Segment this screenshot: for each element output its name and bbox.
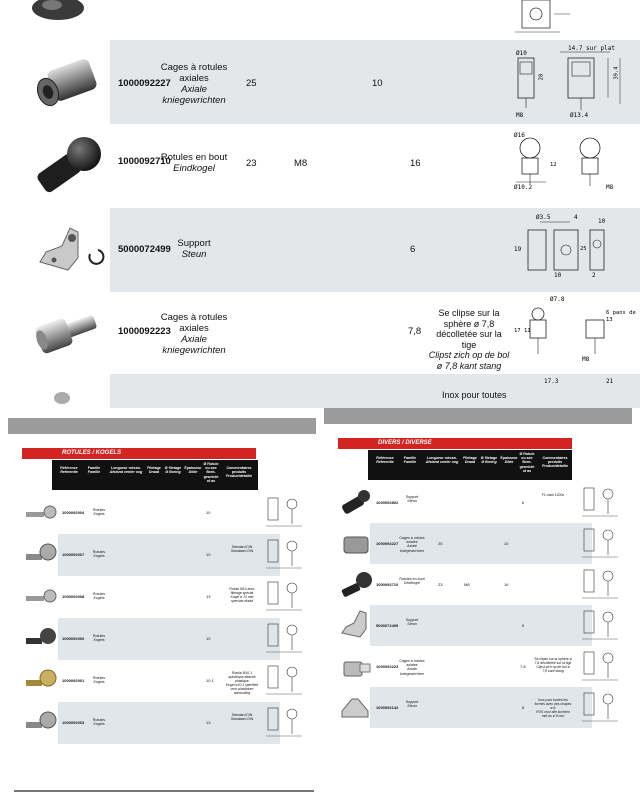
ball-diameter: 13 xyxy=(206,720,211,725)
product-comment: Standard DIN Standaard DIN xyxy=(230,545,254,553)
technical-drawing xyxy=(510,40,640,124)
axial-joint-image xyxy=(32,306,104,356)
technical-drawing xyxy=(262,578,306,614)
drawing-label: 2 xyxy=(592,272,596,279)
ball-diameter: 6 xyxy=(522,499,525,505)
col-header: Famille Familie xyxy=(87,466,101,475)
drawing-label: 17.3 xyxy=(544,378,559,385)
table-row-partial xyxy=(0,0,640,38)
product-description: Support Steun xyxy=(405,699,419,708)
support-bracket-image xyxy=(32,222,112,278)
product-description: Cages à rotules axiales Axiale kniegewrichten xyxy=(399,535,425,553)
ball-diameter: 6 xyxy=(410,244,416,255)
col-header: Commentaires produits Productdetaille xyxy=(226,466,252,479)
product-comment: F1 maxi 1200n xyxy=(541,492,565,497)
drawing-label: 11 xyxy=(524,328,531,334)
col-header: Référence Referentie xyxy=(60,466,78,475)
product-description: Rotules Kogels xyxy=(92,550,106,559)
drawing-label: 12 xyxy=(550,162,557,168)
ball-diameter: 10 xyxy=(206,636,211,641)
product-image xyxy=(22,664,58,696)
product-code: 1000092001 xyxy=(62,678,85,683)
product-comment: Rotule Ø10,1 spécifique attache plastique Kogel ø10,1 specifiek voor plastieken aansluiting xyxy=(225,671,259,695)
ball-diameter: 10 xyxy=(206,510,211,515)
technical-drawing xyxy=(578,607,622,643)
drawing-label: Ø16 xyxy=(514,132,525,139)
product-image xyxy=(338,691,374,723)
product-description: Rotules Kogels xyxy=(92,718,106,727)
drawing-label: M8 xyxy=(582,356,590,363)
table-row xyxy=(338,482,632,523)
product-description: Rotules Kogels xyxy=(92,592,106,601)
mech-length: 25 xyxy=(438,540,443,546)
product-code: 1000092710 xyxy=(376,581,399,587)
ball-joint-image xyxy=(28,0,88,34)
technical-drawing xyxy=(262,620,306,656)
table-header-right xyxy=(368,450,572,480)
table-row xyxy=(338,646,632,687)
table-row xyxy=(22,576,312,618)
table-row xyxy=(338,564,632,605)
product-image xyxy=(338,609,374,641)
drawing-label: Ø10 xyxy=(516,50,527,57)
drawing-label: Ø13.4 xyxy=(570,112,589,119)
page-separator-right xyxy=(324,408,632,424)
product-description: Support Steun xyxy=(405,494,419,503)
product-code: 1000092223 xyxy=(376,663,399,669)
drawing-label: 17 xyxy=(514,328,521,334)
category-header-left: ROTULES / KOGELS xyxy=(22,448,256,459)
mech-length: 23 xyxy=(438,581,443,587)
product-description: Cages à rotules axiales Axiale kniegewrichten xyxy=(160,312,228,356)
col-header: Filetage Draad xyxy=(147,466,161,475)
product-description: Rotules Kogels xyxy=(92,634,106,643)
col-header: Ø Rotule ou axe Bent-gewricht of as xyxy=(203,462,219,483)
col-header: Épaisseur Dikte xyxy=(500,456,518,465)
product-comment: Se clipse sur la sphère ø 7,8 décolletée sur la tige Clipst zich op de bol ø 7,8 kant stang xyxy=(534,656,572,673)
product-code: 1000092227 xyxy=(376,540,399,546)
table-row xyxy=(338,687,632,728)
table-row xyxy=(22,618,312,660)
technical-drawing xyxy=(262,662,306,698)
technical-drawing xyxy=(578,484,622,520)
mech-length: 23 xyxy=(246,158,257,169)
table-row xyxy=(22,492,312,534)
ball-diameter: 8 xyxy=(522,704,525,710)
ball-diameter: 16 xyxy=(504,581,509,587)
col-header: Ø Rotule ou axe Bent-gewricht of as xyxy=(519,452,535,473)
drawing-label: 4 xyxy=(574,214,578,221)
technical-drawing xyxy=(510,374,640,408)
col-header: Famille Familie xyxy=(403,456,417,465)
product-image xyxy=(338,486,374,518)
product-description: Cages à rotules axiales Axiale kniegewrichten xyxy=(399,658,425,676)
drawing-label: 28 xyxy=(538,73,545,81)
table-row-partial xyxy=(0,374,640,408)
technical-drawing xyxy=(510,0,640,38)
col-header: Filetage Draad xyxy=(463,456,477,465)
col-header: Commentaires produits Productdetaille xyxy=(542,456,568,469)
axial-joint-image xyxy=(32,58,102,108)
mech-length: 25 xyxy=(246,78,257,89)
table-row xyxy=(338,523,632,564)
product-code: 1000092003 xyxy=(62,720,85,725)
ball-diameter: 10 xyxy=(504,540,509,546)
technical-drawing xyxy=(510,124,640,208)
table-header-left xyxy=(52,460,258,490)
drawing-label: 10 xyxy=(554,272,562,279)
product-description: Rotules Kogels xyxy=(92,676,106,685)
table-row xyxy=(0,40,640,124)
drawing-label: 19 xyxy=(514,246,522,253)
page-separator-left xyxy=(8,418,316,434)
product-description: Rotules Kogels xyxy=(92,508,106,517)
product-comment: Inox pour toutes les formes avec des chapes ø 8 RVS voor alle kochten met as ø 8 mm xyxy=(534,697,572,718)
ball-diameter: 7,8 xyxy=(408,326,422,337)
product-code: 5000072499 xyxy=(118,244,171,255)
drawing-label: 39.4 xyxy=(613,66,620,80)
table-row xyxy=(0,292,640,374)
technical-drawing xyxy=(510,292,640,374)
product-code: 1000092007 xyxy=(62,552,85,557)
ball-diameter: 16 xyxy=(410,158,421,169)
next-page-edge xyxy=(14,790,314,792)
thread: M8 xyxy=(294,158,308,169)
product-code: 1000092802 xyxy=(376,499,399,505)
product-description: Cages à rotules axiales Axiale kniegewrichten xyxy=(160,62,228,106)
drawing-label: Ø7.8 xyxy=(550,296,565,303)
drawing-label: 10 xyxy=(598,218,606,225)
product-comment: Rotule Ø13 avec filetage spécial Kogel ø 13 met speciale draad xyxy=(229,587,255,603)
product-comment: Se clipse sur la sphère ø 7,8 décolletée sur la tige Clipst zich op de bol ø 7,8 kant stang xyxy=(428,308,510,371)
drawing-label: M8 xyxy=(516,112,524,119)
thread: M8 xyxy=(464,581,470,587)
product-image xyxy=(22,580,58,612)
technical-drawing xyxy=(510,208,640,292)
table-row xyxy=(0,124,640,208)
col-header: Ø filetage Ø Boring xyxy=(164,466,182,475)
ball-diameter: 7,8 xyxy=(520,663,526,669)
col-header: Longueur mécan. Afstand center oog xyxy=(109,466,143,475)
col-header: Référence Referentie xyxy=(376,456,394,465)
technical-drawing xyxy=(578,689,622,725)
product-image xyxy=(338,527,374,559)
drawing-label: Ø3.5 xyxy=(536,214,551,221)
table-row xyxy=(22,534,312,576)
drawing-label: M8 xyxy=(606,184,614,191)
product-description: Rotules en bout Eindkogel xyxy=(160,152,228,174)
drawing-label: 6 pans de 13 xyxy=(606,310,636,323)
ball-diameter: 10,1 xyxy=(206,678,214,683)
ball-diameter: 6 xyxy=(522,622,525,628)
drawing-label: 21 xyxy=(606,378,614,385)
technical-drawing xyxy=(262,494,306,530)
table-row xyxy=(22,702,312,744)
product-code: 1000092142 xyxy=(376,704,399,710)
table-row xyxy=(22,660,312,702)
ball-diameter: 13 xyxy=(206,594,211,599)
product-image-partial xyxy=(50,386,74,406)
product-description: Support Steun xyxy=(405,617,419,626)
product-image xyxy=(22,622,58,654)
product-code: 1000092000 xyxy=(62,636,85,641)
table-row xyxy=(0,208,640,292)
product-image xyxy=(338,650,374,682)
drawing-label: Ø10.2 xyxy=(514,184,533,191)
product-image xyxy=(22,706,58,738)
col-header: Épaisseur Dikte xyxy=(184,466,202,475)
product-description: Rotules en bout Eindkogel xyxy=(399,576,425,585)
product-comment-partial: Inox pour toutes xyxy=(442,390,507,400)
table-row xyxy=(338,605,632,646)
product-code: 5000072499 xyxy=(376,622,399,628)
product-image xyxy=(22,538,58,570)
technical-drawing xyxy=(262,704,306,740)
col-header: Ø filetage Ø Boring xyxy=(480,456,498,465)
end-ball-joint-image xyxy=(32,132,108,202)
technical-drawing xyxy=(578,566,622,602)
drawing-label: 25 xyxy=(580,246,587,252)
product-image xyxy=(338,568,374,600)
ball-diameter: 10 xyxy=(206,552,211,557)
product-code: 1000092227 xyxy=(118,78,171,89)
technical-drawing xyxy=(262,536,306,572)
ball-diameter: 10 xyxy=(372,78,383,89)
technical-drawing xyxy=(578,648,622,684)
product-code: 1000092004 xyxy=(62,510,85,515)
product-image xyxy=(22,496,58,528)
product-code: 1000092008 xyxy=(62,594,85,599)
col-header: Longueur mécan. Afstand center oog xyxy=(425,456,459,465)
product-code: 1000092710 xyxy=(118,156,171,167)
product-description: Support Steun xyxy=(177,238,211,260)
product-code: 1000092223 xyxy=(118,326,171,337)
technical-drawing xyxy=(578,525,622,561)
product-comment: Standard DIN Standaard DIN xyxy=(230,713,254,721)
category-header-right: DIVERS / DIVERSE xyxy=(338,438,572,449)
drawing-label: 14.7 sur plat xyxy=(568,45,615,52)
